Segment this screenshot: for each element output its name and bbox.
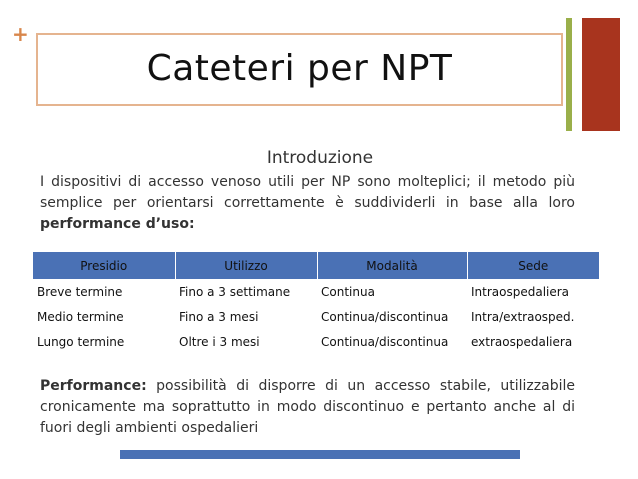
performance-label: Performance:: [40, 378, 147, 394]
title-box: [36, 33, 563, 106]
table-cell: Intra/extraosped.: [467, 305, 599, 330]
table-cell: Oltre i 3 mesi: [175, 330, 317, 355]
column-header-sede: Sede: [467, 252, 599, 280]
column-header-presidio: Presidio: [33, 252, 175, 280]
intro-paragraph: [40, 172, 575, 235]
table-cell: Breve termine: [33, 280, 175, 305]
footer-accent-bar: [120, 450, 520, 459]
table-cell: extraospedaliera: [467, 330, 599, 355]
table-row: [33, 280, 599, 305]
table-cell: Continua/discontinua: [317, 330, 467, 355]
catheter-table: [33, 252, 599, 354]
table-cell: Fino a 3 settimane: [175, 280, 317, 305]
table-cell: Intraospedaliera: [467, 280, 599, 305]
table-cell: Lungo termine: [33, 330, 175, 355]
column-header-utilizzo: Utilizzo: [175, 252, 317, 280]
performance-text: possibilità di disporre di un accesso stabile, utilizzabile cronicamente ma soprattutto in modo discontinuo e pertanto anche al di fuori degli ambienti ospedalieri: [40, 378, 575, 436]
table-cell: Fino a 3 mesi: [175, 305, 317, 330]
intro-text: I dispositivi di accesso venoso utili per NP sono molteplici; il metodo più semplice per orientarsi correttamente è suddividerli in base alla loro: [40, 174, 575, 211]
table-cell: Continua/discontinua: [317, 305, 467, 330]
table-cell: Continua: [317, 280, 467, 305]
column-header-modalita: Modalità: [317, 252, 467, 280]
table-row: [33, 305, 599, 330]
table-header-row: [33, 252, 599, 280]
intro-bold-text: performance d’uso:: [40, 216, 195, 232]
green-accent-bar: [566, 18, 572, 131]
section-subtitle: Introduzione: [266, 148, 374, 168]
plus-decoration: +: [12, 22, 29, 46]
table-cell: Medio termine: [33, 305, 175, 330]
table-row: [33, 330, 599, 355]
slide-title: Cateteri per NPT: [146, 48, 453, 89]
red-accent-bar: [582, 18, 620, 131]
performance-paragraph: [40, 376, 575, 439]
